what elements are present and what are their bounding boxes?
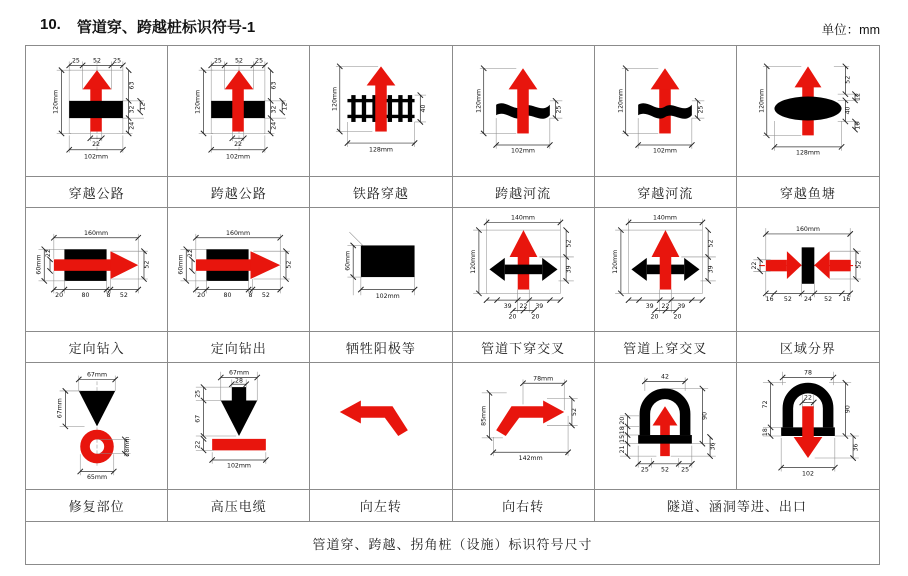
page-title: [40, 16, 255, 37]
up-arrow-icon: [509, 68, 538, 133]
svg-text:20: 20: [650, 313, 659, 321]
cell-tunnel-entrance: [595, 363, 737, 490]
svg-text:120mm: 120mm: [52, 89, 60, 114]
svg-text:102: 102: [801, 469, 814, 477]
svg-text:52: 52: [824, 296, 833, 304]
svg-text:32: 32: [128, 105, 136, 114]
svg-text:102mm: 102mm: [83, 152, 108, 160]
svg-text:60mm: 60mm: [35, 254, 43, 275]
spanning-highway-drawing: [169, 51, 309, 172]
label-zone-boundary: 区域分界: [737, 332, 879, 363]
svg-text:21: 21: [619, 445, 627, 453]
svg-text:52: 52: [855, 260, 863, 269]
svg-text:120mm: 120mm: [475, 88, 483, 113]
svg-text:20: 20: [508, 313, 517, 321]
svg-text:67mm: 67mm: [228, 369, 249, 377]
label-crossing-highway: 穿越公路: [26, 177, 168, 208]
svg-text:12: 12: [281, 102, 289, 111]
svg-text:80: 80: [223, 292, 232, 300]
svg-text:25: 25: [254, 57, 263, 65]
svg-text:16: 16: [765, 296, 774, 304]
svg-text:18: 18: [619, 425, 627, 434]
svg-text:25: 25: [213, 57, 222, 65]
svg-text:52: 52: [92, 57, 101, 65]
svg-text:25: 25: [697, 105, 705, 114]
svg-text:25: 25: [112, 57, 121, 65]
svg-text:15: 15: [619, 434, 627, 443]
label-sacrificial-anode: 牺牲阳极等: [310, 332, 452, 363]
cell-crossing-highway: [26, 46, 168, 177]
svg-text:80: 80: [81, 292, 90, 300]
cell-directional-drill-out: [168, 208, 310, 332]
label-pipeline-overcrossing: 管道上穿交叉: [595, 332, 737, 363]
cell-repair-location: [26, 363, 168, 490]
label-crossing-river: 穿越河流: [595, 177, 737, 208]
pipeline-undercrossing-drawing: [453, 209, 593, 330]
pipeline-overcrossing-drawing: [595, 209, 735, 330]
svg-text:120mm: 120mm: [617, 88, 625, 113]
svg-text:85mm: 85mm: [480, 405, 488, 426]
svg-text:16: 16: [842, 296, 851, 304]
sacrificial-anode-drawing: [311, 209, 451, 330]
label-spanning-river: 跨越河流: [453, 177, 595, 208]
label-repair-location: 修复部位: [26, 490, 168, 522]
label-railway-crossing: 铁路穿越: [310, 177, 452, 208]
tunnel-entrance-drawing: [595, 366, 735, 487]
svg-text:25: 25: [555, 105, 563, 114]
svg-text:52: 52: [119, 292, 128, 300]
svg-text:12: 12: [854, 92, 862, 101]
up-arrow-icon: [82, 70, 111, 131]
tunnel-base: [638, 435, 692, 444]
svg-text:22: 22: [186, 249, 194, 258]
svg-text:28: 28: [234, 376, 243, 384]
svg-text:78: 78: [803, 369, 812, 377]
svg-text:60mm: 60mm: [177, 254, 185, 275]
svg-text:160mm: 160mm: [225, 229, 250, 237]
svg-text:36: 36: [852, 443, 860, 452]
svg-text:67mm: 67mm: [86, 371, 107, 379]
label-pipeline-undercrossing: 管道下穿交叉: [453, 332, 595, 363]
zone-boundary-drawing: [738, 209, 878, 330]
svg-text:20: 20: [196, 292, 205, 300]
cell-pipeline-overcrossing: [595, 208, 737, 332]
svg-text:12: 12: [139, 102, 147, 111]
svg-text:120mm: 120mm: [612, 249, 620, 274]
cell-turn-right: [453, 363, 595, 490]
svg-text:60mm: 60mm: [344, 250, 352, 271]
section-number: 10.: [40, 16, 61, 33]
label-tunnel-culvert: 隧道、涵洞等进、出口: [595, 490, 879, 522]
label-turn-left: 向左转: [310, 490, 452, 522]
svg-text:28mm: 28mm: [123, 436, 131, 457]
label-turn-right: 向右转: [453, 490, 595, 522]
symbol-table: [25, 45, 880, 565]
down-triangle-icon: [78, 391, 114, 426]
up-arrow-icon: [651, 68, 680, 133]
svg-text:40: 40: [420, 104, 428, 113]
up-arrow-icon: [653, 406, 678, 456]
svg-text:128mm: 128mm: [368, 146, 393, 154]
svg-text:36: 36: [709, 442, 717, 451]
turn-right-drawing: [453, 366, 593, 487]
svg-text:42: 42: [661, 373, 670, 381]
spanning-river-drawing: [453, 51, 593, 172]
turn-right-arrow-icon: [496, 400, 564, 435]
svg-text:102mm: 102mm: [653, 147, 678, 155]
turn-left-arrow-icon: [340, 400, 408, 435]
svg-text:128mm: 128mm: [795, 149, 820, 157]
cell-railway-crossing: [310, 46, 452, 177]
svg-text:67: 67: [194, 414, 202, 423]
svg-text:78mm: 78mm: [533, 374, 554, 382]
svg-text:52: 52: [571, 407, 579, 416]
directional-drill-out-drawing: [169, 209, 309, 330]
high-voltage-cable-drawing: [169, 366, 309, 487]
crossing-fishpond-drawing: [738, 51, 878, 172]
cell-spanning-highway: [168, 46, 310, 177]
crossing-river-drawing: [595, 51, 735, 172]
svg-text:8: 8: [106, 292, 111, 300]
svg-text:22: 22: [803, 394, 812, 402]
cell-zone-boundary: [737, 208, 879, 332]
svg-text:39: 39: [535, 302, 544, 310]
svg-text:160mm: 160mm: [795, 226, 820, 234]
svg-text:22: 22: [751, 261, 759, 270]
cell-sacrificial-anode: [310, 208, 452, 332]
cable-bar: [212, 438, 266, 450]
table-footer: 管道穿、跨越、拐角桩（设施）标识符号尺寸: [26, 522, 879, 564]
railway-crossing-drawing: [311, 51, 451, 172]
svg-text:25: 25: [194, 389, 202, 398]
label-directional-drill-in: 定向钻入: [26, 332, 168, 363]
svg-text:102mm: 102mm: [226, 462, 251, 470]
cell-spanning-river: [453, 46, 595, 177]
svg-text:22: 22: [44, 249, 52, 258]
label-spanning-highway: 跨越公路: [168, 177, 310, 208]
cell-turn-left: [310, 363, 452, 490]
crossing-highway-drawing: [27, 51, 167, 172]
svg-text:52: 52: [142, 260, 150, 269]
tunnel-exit-drawing: [738, 366, 878, 487]
turn-left-drawing: [311, 366, 451, 487]
svg-text:16: 16: [854, 121, 862, 130]
cell-crossing-river: [595, 46, 737, 177]
svg-text:67mm: 67mm: [56, 397, 64, 418]
section-title: 管道穿、跨越桩标识符号-1: [76, 19, 256, 36]
svg-text:120mm: 120mm: [194, 89, 202, 114]
svg-text:65mm: 65mm: [86, 473, 107, 481]
svg-text:102mm: 102mm: [225, 152, 250, 160]
svg-text:52: 52: [783, 296, 792, 304]
anode-block: [361, 246, 415, 278]
svg-text:22: 22: [91, 140, 100, 148]
label-high-voltage-cable: 高压电缆: [168, 490, 310, 522]
svg-text:63: 63: [270, 81, 278, 90]
svg-text:140mm: 140mm: [653, 214, 678, 222]
svg-text:102mm: 102mm: [375, 293, 400, 301]
unit-note: 单位：mm: [821, 23, 880, 37]
boundary-bar: [802, 247, 815, 283]
svg-text:140mm: 140mm: [511, 214, 536, 222]
cell-directional-drill-in: [26, 208, 168, 332]
svg-text:39: 39: [503, 302, 512, 310]
svg-text:90: 90: [701, 411, 709, 420]
svg-text:22: 22: [661, 302, 670, 310]
svg-text:24: 24: [128, 121, 136, 130]
svg-text:52: 52: [844, 75, 852, 84]
svg-text:22: 22: [519, 302, 528, 310]
label-directional-drill-out: 定向钻出: [168, 332, 310, 363]
svg-text:25: 25: [641, 466, 650, 474]
repair-location-drawing: [27, 366, 167, 487]
svg-text:39: 39: [707, 265, 715, 274]
svg-text:63: 63: [128, 81, 136, 90]
svg-text:20: 20: [531, 313, 540, 321]
svg-text:52: 52: [285, 260, 293, 269]
svg-text:39: 39: [677, 302, 686, 310]
label-crossing-fishpond: 穿越鱼塘: [737, 177, 879, 208]
svg-text:24: 24: [803, 296, 812, 304]
svg-text:24: 24: [270, 121, 278, 130]
svg-text:52: 52: [261, 292, 270, 300]
svg-text:52: 52: [565, 239, 573, 248]
cell-high-voltage-cable: [168, 363, 310, 490]
svg-text:90: 90: [844, 404, 852, 413]
svg-text:20: 20: [619, 416, 627, 425]
svg-text:20: 20: [673, 313, 682, 321]
svg-text:120mm: 120mm: [758, 88, 766, 113]
svg-text:18: 18: [761, 427, 769, 436]
svg-text:160mm: 160mm: [83, 229, 108, 237]
left-inward-arrow-icon: [766, 251, 802, 279]
down-arrow-icon: [221, 387, 257, 436]
svg-text:32: 32: [270, 105, 278, 114]
svg-text:25: 25: [681, 466, 690, 474]
svg-text:22: 22: [233, 140, 242, 148]
up-arrow-icon: [224, 70, 253, 131]
up-arrow-icon: [652, 230, 680, 289]
svg-text:102mm: 102mm: [511, 147, 536, 155]
right-inward-arrow-icon: [814, 251, 850, 279]
svg-text:22: 22: [194, 440, 202, 449]
directional-drill-in-drawing: [27, 209, 167, 330]
svg-text:120mm: 120mm: [470, 249, 478, 274]
svg-text:120mm: 120mm: [331, 86, 339, 111]
svg-text:52: 52: [661, 466, 670, 474]
up-arrow-icon: [510, 230, 538, 289]
pond-ellipse: [774, 96, 841, 120]
svg-text:39: 39: [645, 302, 654, 310]
svg-text:39: 39: [565, 265, 573, 274]
svg-text:142mm: 142mm: [518, 454, 543, 462]
svg-text:25: 25: [71, 57, 80, 65]
svg-text:40: 40: [844, 106, 852, 115]
svg-text:52: 52: [234, 57, 243, 65]
svg-text:52: 52: [707, 239, 715, 248]
cell-tunnel-exit: [737, 363, 879, 490]
svg-text:8: 8: [248, 292, 253, 300]
svg-text:20: 20: [54, 292, 63, 300]
cell-crossing-fishpond: [737, 46, 879, 177]
cell-pipeline-undercrossing: [453, 208, 595, 332]
svg-text:72: 72: [761, 399, 769, 408]
road-band: [69, 100, 123, 117]
